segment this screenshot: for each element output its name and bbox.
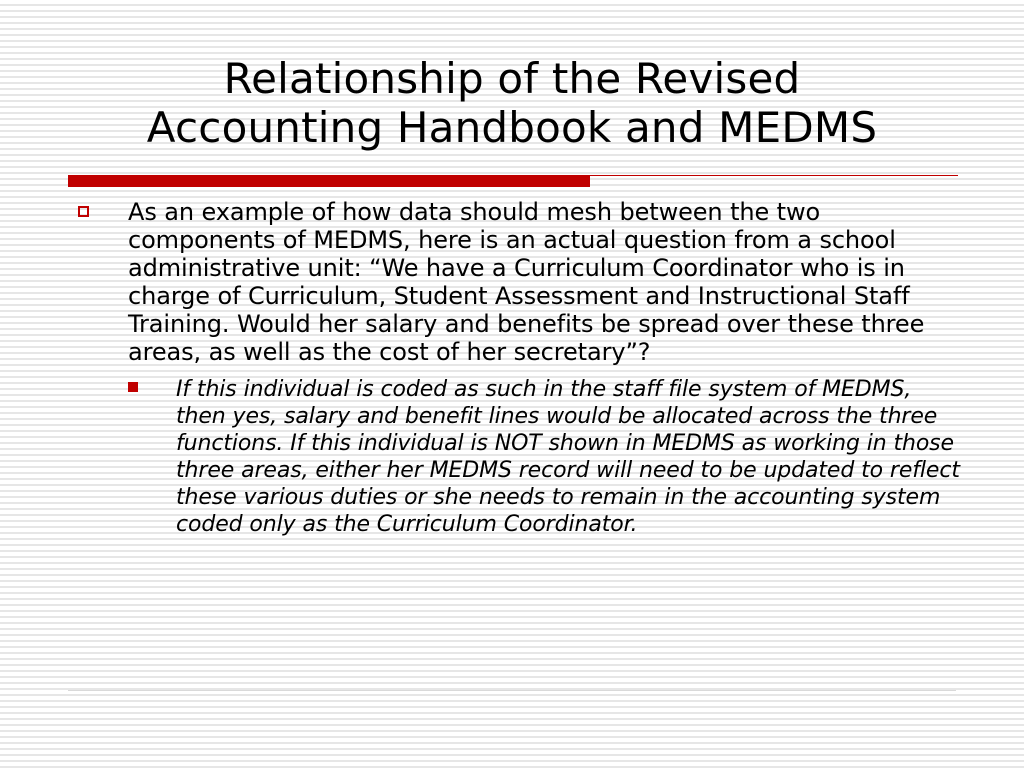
slide-title bbox=[40, 54, 984, 152]
footer-rule bbox=[68, 690, 956, 691]
bullet-level-2-text: If this individual is coded as such in the staff file system of MEDMS, then yes, salary and benefit lines would be allocated across the three functions. If this individual is NOT shown in MEDMS as working in those three areas, either her MEDMS record will need to be updated to reflect these various duties or she needs to remain in the accounting system coded only as the Curriculum Coordinator. bbox=[176, 377, 960, 537]
title-underline-thick bbox=[68, 175, 590, 187]
slide-title-line-1: Relationship of the Revised bbox=[223, 54, 801, 103]
bullet-level-2 bbox=[128, 376, 966, 538]
slide-body bbox=[76, 198, 966, 538]
title-underline-thin bbox=[590, 175, 958, 176]
bullet-level-1-text: As an example of how data should mesh between the two components of MEDMS, here is an actual question from a school administrative unit: “We have a Curriculum Coordinator who is in charge of Curriculum, Student Assessment and Instructional Staff Training. Would her salary and benefits be spread over these three areas, as well as the cost of her secretary”? bbox=[128, 198, 925, 366]
slide-title-line-2: Accounting Handbook and MEDMS bbox=[146, 103, 878, 152]
hollow-square-icon bbox=[78, 206, 89, 217]
filled-square-icon bbox=[128, 382, 138, 392]
bullet-level-1 bbox=[76, 198, 966, 366]
